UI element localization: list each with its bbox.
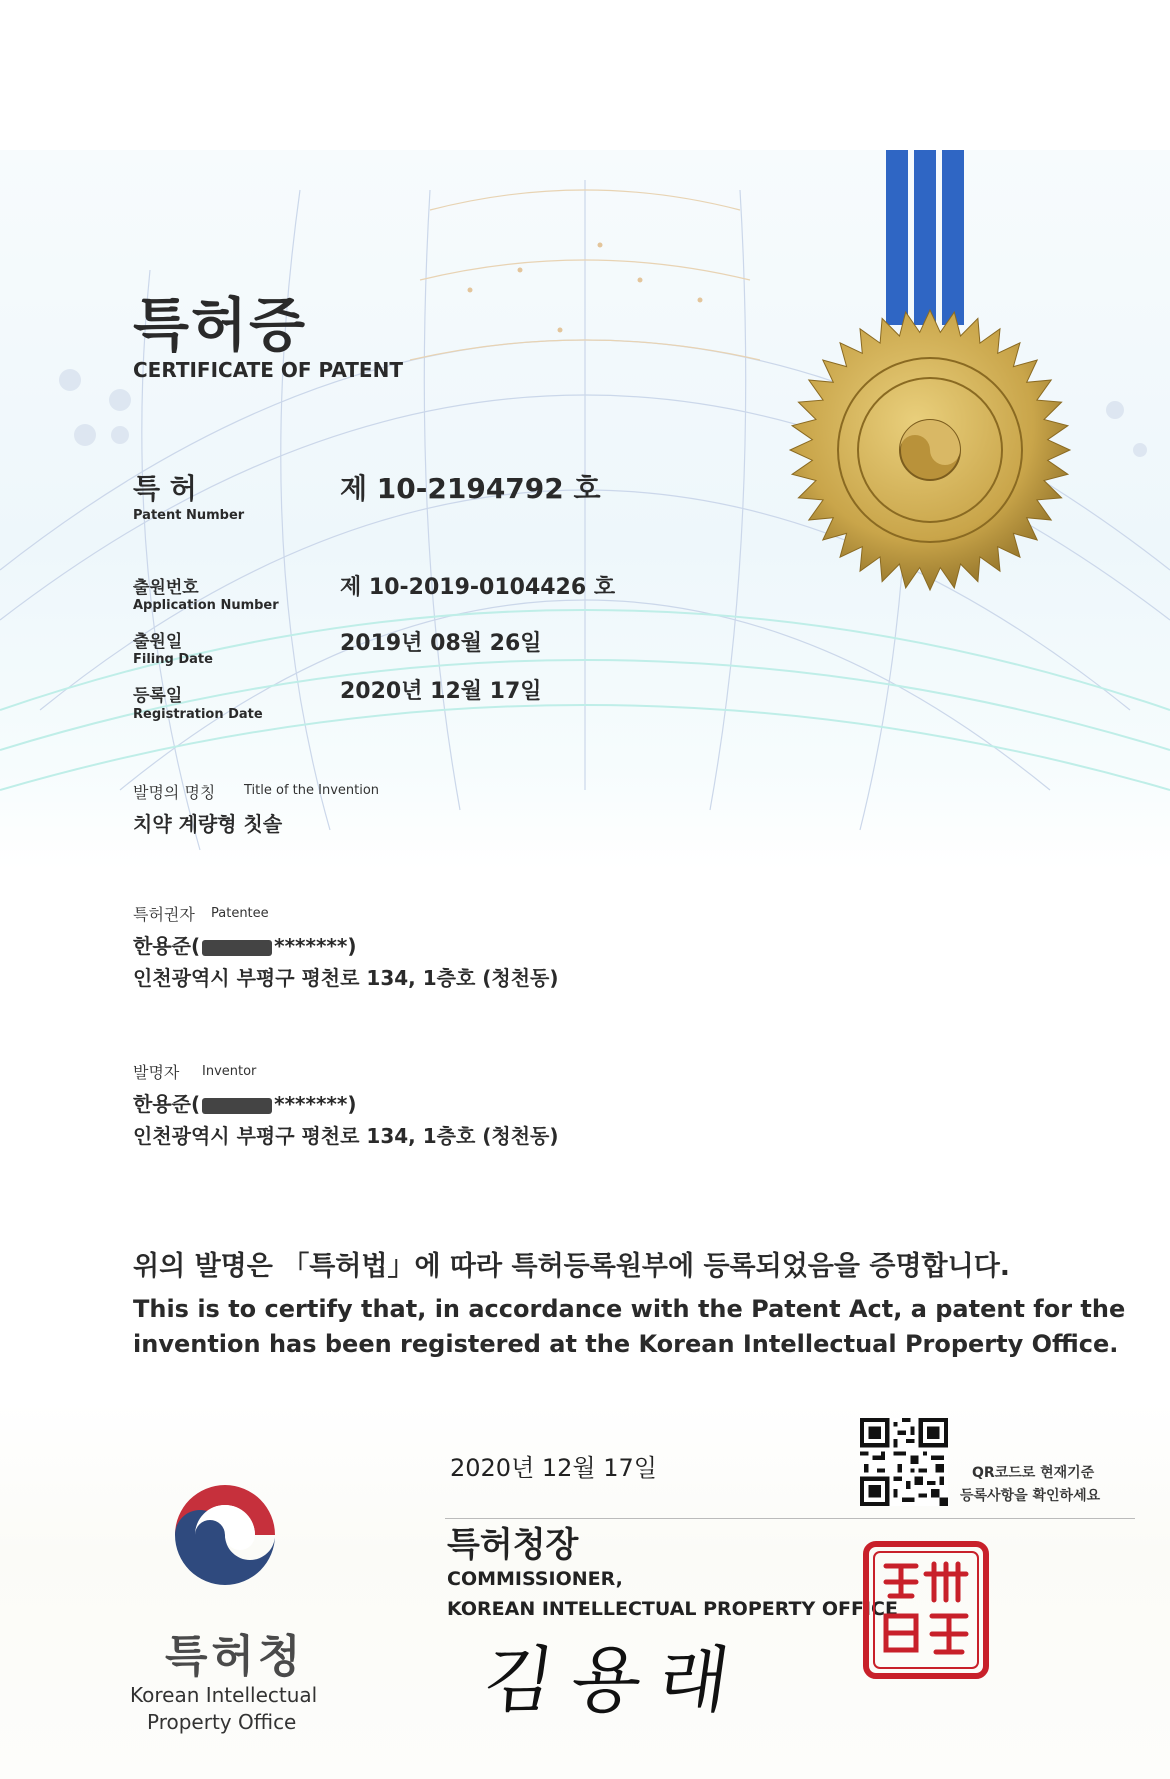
qr-caption-2: 등록사항을 확인하세요 bbox=[960, 1488, 1101, 1504]
redaction-mark bbox=[202, 940, 272, 956]
filing-label: 출원일 bbox=[133, 632, 183, 652]
certification-statement-kr: 위의 발명은 「특허법」에 따라 특허등록원부에 등록되었음을 증명합니다. bbox=[133, 1251, 1011, 1282]
patent-number: 제 10-2194792 호 bbox=[340, 472, 601, 505]
filing-date: 2019년 08월 26일 bbox=[340, 631, 542, 656]
patentee-address: 인천광역시 부평구 평천로 134, 1층호 (청천동) bbox=[133, 966, 559, 990]
qr-code-icon[interactable] bbox=[860, 1418, 948, 1506]
commissioner-title-kr: 특허청장 bbox=[447, 1525, 579, 1565]
inventor-id-masked: *******) bbox=[274, 1092, 357, 1116]
patentee-name-text: 한용준( bbox=[133, 934, 201, 958]
filing-label-en: Filing Date bbox=[133, 652, 213, 667]
inventor-name bbox=[133, 1088, 356, 1117]
patentee-label-en: Patentee bbox=[211, 906, 269, 921]
issue-date: 2020년 12월 17일 bbox=[450, 1454, 657, 1482]
redaction-mark bbox=[202, 1098, 272, 1114]
page-title: 특허증 bbox=[133, 291, 308, 359]
inventor-name-text: 한용준( bbox=[133, 1092, 201, 1116]
commissioner-title-en-1: COMMISSIONER, bbox=[447, 1568, 623, 1590]
office-name-en-2: Property Office bbox=[147, 1710, 297, 1734]
invention-label: 발명의 명칭 bbox=[133, 783, 216, 802]
kipo-taegeuk-logo-icon bbox=[155, 1465, 295, 1605]
invention-label-en: Title of the Invention bbox=[244, 783, 380, 798]
certification-statement-en-1: This is to certify that, in accordance with the Patent Act, a patent for the bbox=[133, 1295, 1126, 1323]
patentee-label: 특허권자 bbox=[133, 905, 195, 924]
application-label-en: Application Number bbox=[133, 598, 279, 613]
patentee-name bbox=[133, 930, 356, 959]
ribbon-stripe bbox=[942, 150, 964, 325]
commissioner-title-en-2: KOREAN INTELLECTUAL PROPERTY OFFICE bbox=[447, 1598, 898, 1620]
invention-title: 치약 계량형 칫솔 bbox=[133, 812, 283, 836]
ribbon-stripe bbox=[886, 150, 908, 325]
patent-label: 특 허 bbox=[133, 472, 197, 505]
inventor-label-en: Inventor bbox=[202, 1064, 257, 1079]
inventor-label: 발명자 bbox=[133, 1063, 180, 1082]
registration-label-en: Registration Date bbox=[133, 707, 263, 722]
ribbon-stripe bbox=[914, 150, 936, 325]
certification-statement-en-2: invention has been registered at the Korean Intellectual Property Office. bbox=[133, 1330, 1119, 1358]
office-name-en-1: Korean Intellectual bbox=[130, 1683, 318, 1707]
application-number: 제 10-2019-0104426 호 bbox=[340, 575, 616, 600]
registration-label: 등록일 bbox=[133, 686, 183, 706]
registration-date: 2020년 12월 17일 bbox=[340, 679, 542, 704]
inventor-address: 인천광역시 부평구 평천로 134, 1층호 (청천동) bbox=[133, 1124, 559, 1148]
qr-caption-1: QR코드로 현재기준 bbox=[972, 1465, 1095, 1481]
patent-label-en: Patent Number bbox=[133, 508, 245, 523]
application-label: 출원번호 bbox=[133, 578, 199, 598]
official-stamp-icon bbox=[862, 1540, 990, 1680]
office-name-kr: 특허청 bbox=[165, 1631, 305, 1682]
commissioner-signature: 김용래 bbox=[478, 1638, 753, 1722]
gold-seal-icon bbox=[785, 305, 1075, 595]
patentee-id-masked: *******) bbox=[274, 934, 357, 958]
page-subtitle: CERTIFICATE OF PATENT bbox=[133, 358, 403, 382]
